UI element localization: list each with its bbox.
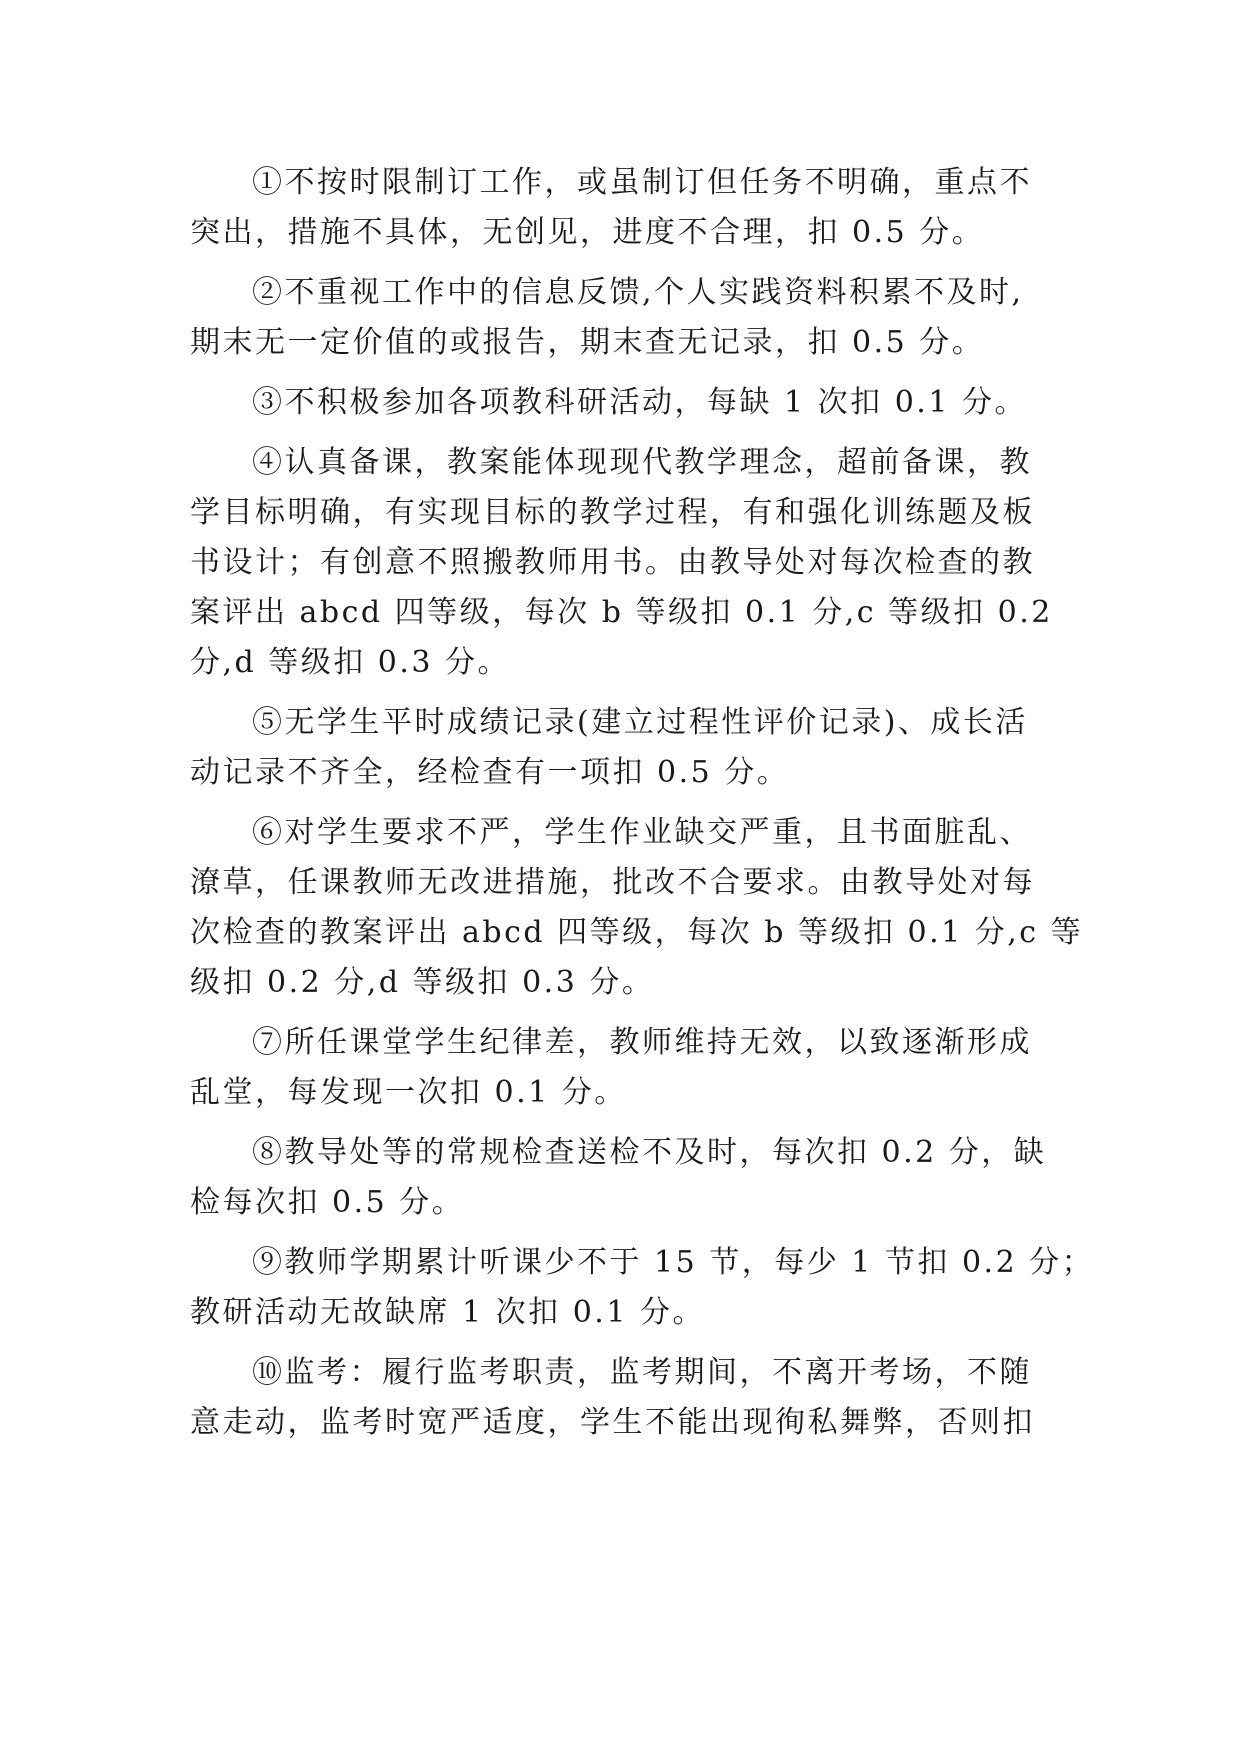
text-line: 潦草，任课教师无改进措施，批改不合要求。由教导处对每	[190, 865, 1035, 900]
text-line: 教研活动无故缺席 1 次扣 0.1 分。	[190, 1295, 705, 1330]
text-line: 分,d 等级扣 0.3 分。	[190, 645, 511, 680]
text-line: ⑦所任课堂学生纪律差，教师维持无效，以致逐渐形成	[252, 1025, 1032, 1060]
text-line: ②不重视工作中的信息反馈,个人实践资料积累不及时,	[252, 275, 1024, 310]
text-line: 动记录不齐全，经检查有一项扣 0.5 分。	[190, 755, 790, 790]
text-line: ①不按时限制订工作，或虽制订但任务不明确，重点不	[252, 165, 1032, 200]
text-line: 突出，措施不具体，无创见，进度不合理，扣 0.5 分。	[190, 215, 985, 250]
text-line: ⑤无学生平时成绩记录(建立过程性评价记录)、成长活	[252, 705, 1028, 740]
text-line: ④认真备课，教案能体现现代教学理念，超前备课，教	[252, 445, 1032, 480]
text-line: 案评出 abcd 四等级，每次 b 等级扣 0.1 分,c 等级扣 0.2	[190, 595, 1053, 630]
text-line: 学目标明确，有实现目标的教学过程，有和强化训练题及板	[190, 495, 1035, 530]
text-line: 次检查的教案评出 abcd 四等级，每次 b 等级扣 0.1 分,c 等	[190, 915, 1084, 950]
text-line: 乱堂，每发现一次扣 0.1 分。	[190, 1075, 627, 1110]
text-line: ③不积极参加各项教科研活动，每缺 1 次扣 0.1 分。	[252, 385, 1027, 420]
text-line: ⑩监考：履行监考职责，监考期间，不离开考场，不随	[252, 1355, 1032, 1390]
text-line: ⑥对学生要求不严，学生作业缺交严重，且书面脏乱、	[252, 815, 1032, 850]
text-line: 期末无一定价值的或报告，期末查无记录，扣 0.5 分。	[190, 325, 985, 360]
text-line: ⑧教导处等的常规检查送检不及时，每次扣 0.2 分，缺	[252, 1135, 1047, 1170]
text-line: ⑨教师学期累计听课少不于 15 节，每少 1 节扣 0.2 分；	[252, 1245, 1095, 1280]
text-line: 级扣 0.2 分,d 等级扣 0.3 分。	[190, 965, 655, 1000]
text-line: 书设计；有创意不照搬教师用书。由教导处对每次检查的教	[190, 545, 1035, 580]
text-line: 意走动，监考时宽严适度，学生不能出现徇私舞弊，否则扣	[190, 1405, 1035, 1440]
text-line: 检每次扣 0.5 分。	[190, 1185, 465, 1220]
